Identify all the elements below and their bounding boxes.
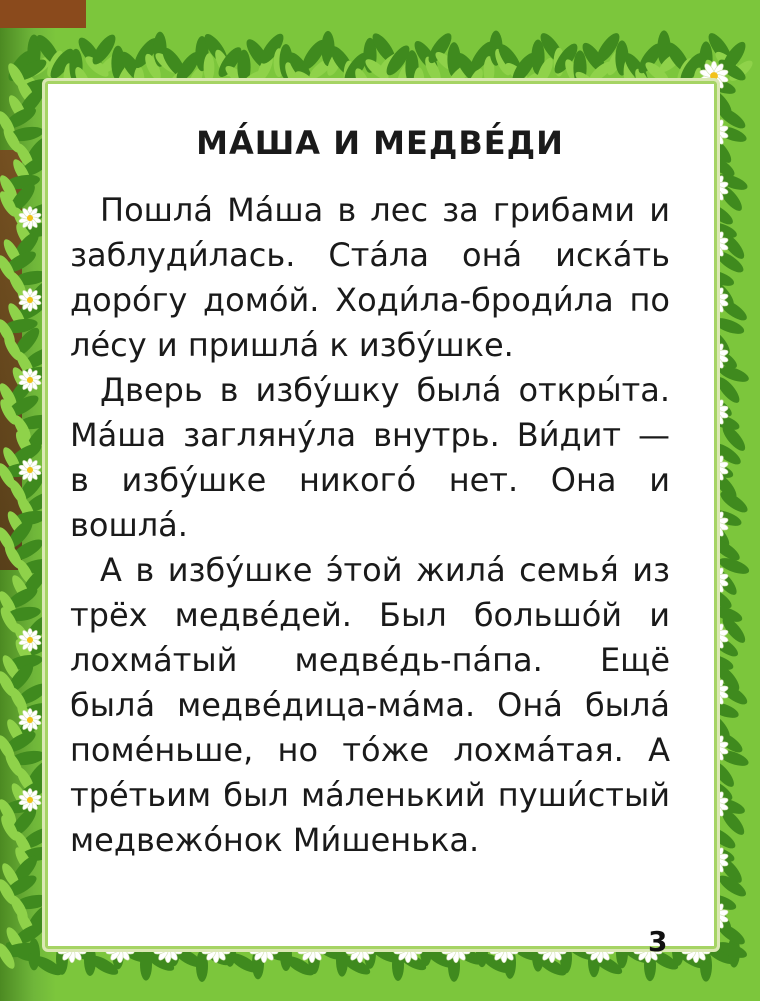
paragraph-2: Дверь в избу́шку была́ откры́та. Ма́ша загляну́ла внутрь. Ви́дит — в избу́шке никого́ нет. Она и вошла́. (70, 371, 670, 544)
paragraph-3: А в избу́шке э́той жила́ семья́ из трёх медве́дей. Был большо́й и лохма́тый медве́дь-па́па. Ещё была́ медве́дица-ма́ма. Она́ была́ поме́ньше, но то́же лохма́тая. А тре́тьим был ма́ленький пуши́стый медвежо́нок Ми́шенька. (70, 551, 670, 859)
paragraph-1: Пошла́ Ма́ша в лес за грибами и заблуди́лась. Ста́ла она́ иска́ть доро́гу домо́й. Ходи́ла-броди́ла по ле́су и пришла́ к избу́шке. (70, 191, 670, 364)
page-number: 3 (648, 925, 668, 958)
story-text (70, 188, 670, 863)
story-title: МА́ША И МЕДВЕ́ДИ (196, 124, 564, 162)
